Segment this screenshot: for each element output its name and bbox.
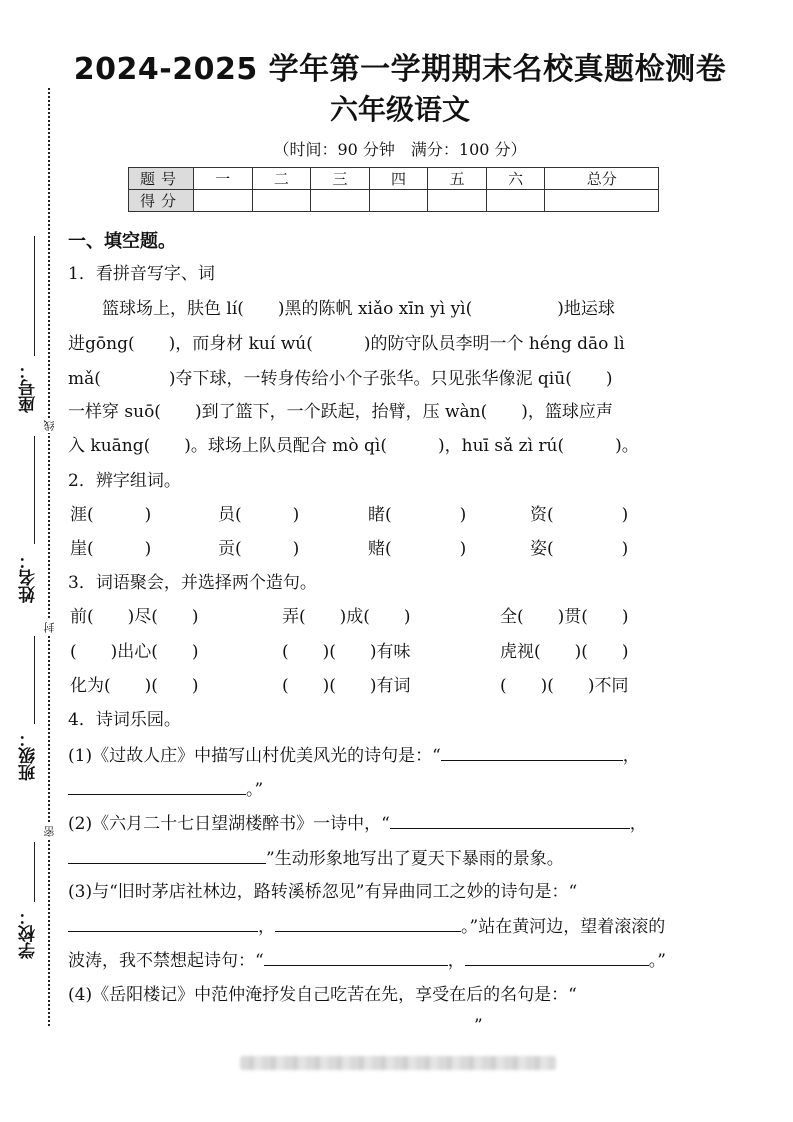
answer-blank[interactable] bbox=[68, 776, 246, 795]
q4-part1-line2 bbox=[68, 776, 758, 803]
score-cell-2[interactable] bbox=[252, 190, 311, 212]
q4-part3-line2 bbox=[68, 913, 758, 940]
q4-part4-end: ” bbox=[474, 1016, 483, 1036]
q4-part1-prompt: (1)《过故人庄》中描写山村优美风光的诗句是：“ bbox=[68, 746, 441, 766]
score-table-row2-label: 得分 bbox=[129, 190, 194, 212]
q3-item: 弄( )成( ) bbox=[282, 607, 411, 627]
q2-item: 姿( ) bbox=[530, 539, 629, 559]
binding-dotted-line bbox=[48, 88, 50, 1026]
seal-char-mi: 密 bbox=[43, 826, 56, 837]
answer-blank[interactable] bbox=[68, 845, 266, 864]
seal-char-feng: 封 bbox=[43, 622, 56, 633]
exam-subject: 六年级语文 bbox=[329, 93, 470, 126]
name-label: 姓名： bbox=[19, 552, 39, 603]
score-cell-3[interactable] bbox=[311, 190, 370, 212]
q2-item: 员( ) bbox=[218, 505, 300, 525]
q1-line-3: mǎ( )夺下球，一转身传给小个子张华。只见张华像泥 qiū( ) bbox=[68, 369, 613, 389]
q4-part2-end: ”生动形象地写出了夏天下暴雨的景象。 bbox=[266, 849, 564, 869]
score-col-3: 三 bbox=[311, 168, 370, 190]
q1-title: 1．看拼音写字、词 bbox=[68, 264, 215, 284]
seat-blank bbox=[34, 236, 35, 356]
score-table-header-row bbox=[129, 168, 659, 190]
answer-blank[interactable] bbox=[465, 947, 649, 966]
score-col-1: 一 bbox=[194, 168, 253, 190]
q4-part3-line3 bbox=[68, 947, 758, 974]
blurred-footer-text bbox=[240, 1056, 556, 1070]
q4-part3-prompt2: 波涛，我不禁想起诗句：“ bbox=[68, 951, 264, 971]
comma: ， bbox=[622, 746, 640, 766]
q3-item: 化为( )( ) bbox=[70, 676, 199, 696]
score-col-total: 总分 bbox=[545, 168, 659, 190]
score-col-4: 四 bbox=[369, 168, 428, 190]
q4-part1-end: 。” bbox=[246, 780, 264, 800]
answer-blank[interactable] bbox=[264, 947, 448, 966]
q4-part3-end: 。” bbox=[648, 951, 666, 971]
name-blank bbox=[34, 436, 35, 544]
seat-label: 座号： bbox=[19, 362, 39, 413]
q3-item: 前( )尽( ) bbox=[70, 607, 199, 627]
q3-title: 3．词语聚会，并选择两个造句。 bbox=[68, 573, 317, 593]
q1-line-1: 篮球场上，肤色 lí( )黑的陈帆 xiǎo xīn yì yì( )地运球 bbox=[68, 299, 615, 319]
q1-line-5: 入 kuāng( )。球场上队员配合 mò qì( )，huī sǎ zì rú( )。 bbox=[68, 436, 639, 456]
school-blank bbox=[34, 842, 35, 902]
q2-item: 赌( ) bbox=[368, 539, 467, 559]
q3-item: ( )( )有词 bbox=[282, 676, 411, 696]
class-label: 班级： bbox=[19, 730, 39, 781]
q3-item: ( )出心( ) bbox=[70, 642, 199, 662]
q4-part3-mid: 。”站在黄河边，望着滚滚的 bbox=[461, 917, 666, 937]
q1-line-4: 一样穿 suō( )到了篮下，一个跃起，抬臂，压 wàn( )，篮球应声 bbox=[68, 402, 613, 422]
q2-item: 涯( ) bbox=[70, 505, 152, 525]
q4-part2-line2 bbox=[68, 845, 758, 872]
q2-item: 睹( ) bbox=[368, 505, 467, 525]
comma: ， bbox=[258, 917, 275, 937]
q1-line-2: 进gōng( )，而身材 kuí wú( )的防守队员李明一个 héng dāo lì bbox=[68, 334, 625, 354]
answer-blank[interactable] bbox=[68, 1012, 474, 1031]
score-cell-6[interactable] bbox=[486, 190, 545, 212]
q3-item: ( )( )有味 bbox=[282, 642, 411, 662]
exam-info: （时间：90 分钟 满分：100 分） bbox=[273, 140, 527, 159]
score-cell-4[interactable] bbox=[369, 190, 428, 212]
score-cell-total[interactable] bbox=[545, 190, 659, 212]
q4-part3-line1: (3)与“旧时茅店社林边，路转溪桥忽见”有异曲同工之妙的诗句是：“ bbox=[68, 882, 578, 902]
answer-blank[interactable] bbox=[441, 742, 623, 761]
q4-part4-line2 bbox=[68, 1012, 758, 1039]
comma: ， bbox=[447, 951, 465, 971]
q2-item: 贡( ) bbox=[218, 539, 300, 559]
score-table bbox=[128, 167, 659, 212]
exam-title: 2024-2025 学年第一学期期末名校真题检测卷 bbox=[73, 52, 727, 87]
score-col-6: 六 bbox=[486, 168, 545, 190]
q2-item: 资( ) bbox=[530, 505, 629, 525]
answer-blank[interactable] bbox=[390, 810, 630, 829]
comma: ， bbox=[629, 814, 647, 834]
q4-part2-prompt: (2)《六月二十七日望湖楼醉书》一诗中，“ bbox=[68, 814, 390, 834]
q4-part1-line1 bbox=[68, 742, 758, 769]
q4-part2-line1 bbox=[68, 810, 758, 837]
score-table-row1-label: 题号 bbox=[129, 168, 194, 190]
score-table-score-row bbox=[129, 190, 659, 212]
score-cell-1[interactable] bbox=[194, 190, 253, 212]
class-blank bbox=[34, 636, 35, 724]
section1-heading: 一、填空题。 bbox=[68, 231, 176, 252]
q3-item: 全( )贯( ) bbox=[500, 607, 629, 627]
q3-item: 虎视( )( ) bbox=[500, 642, 629, 662]
seal-char-xian: 线 bbox=[43, 420, 56, 431]
answer-blank[interactable] bbox=[275, 913, 461, 932]
q3-item: ( )( )不同 bbox=[500, 676, 629, 696]
score-col-2: 二 bbox=[252, 168, 311, 190]
answer-blank[interactable] bbox=[68, 913, 258, 932]
school-label: 学校： bbox=[19, 908, 39, 959]
q2-title: 2．辨字组词。 bbox=[68, 471, 181, 491]
score-col-5: 五 bbox=[428, 168, 487, 190]
q4-part4-line1: (4)《岳阳楼记》中范仲淹抒发自己吃苦在先，享受在后的名句是：“ bbox=[68, 985, 577, 1005]
score-cell-5[interactable] bbox=[428, 190, 487, 212]
q2-item: 崖( ) bbox=[70, 539, 152, 559]
q4-title: 4．诗词乐园。 bbox=[68, 710, 181, 730]
